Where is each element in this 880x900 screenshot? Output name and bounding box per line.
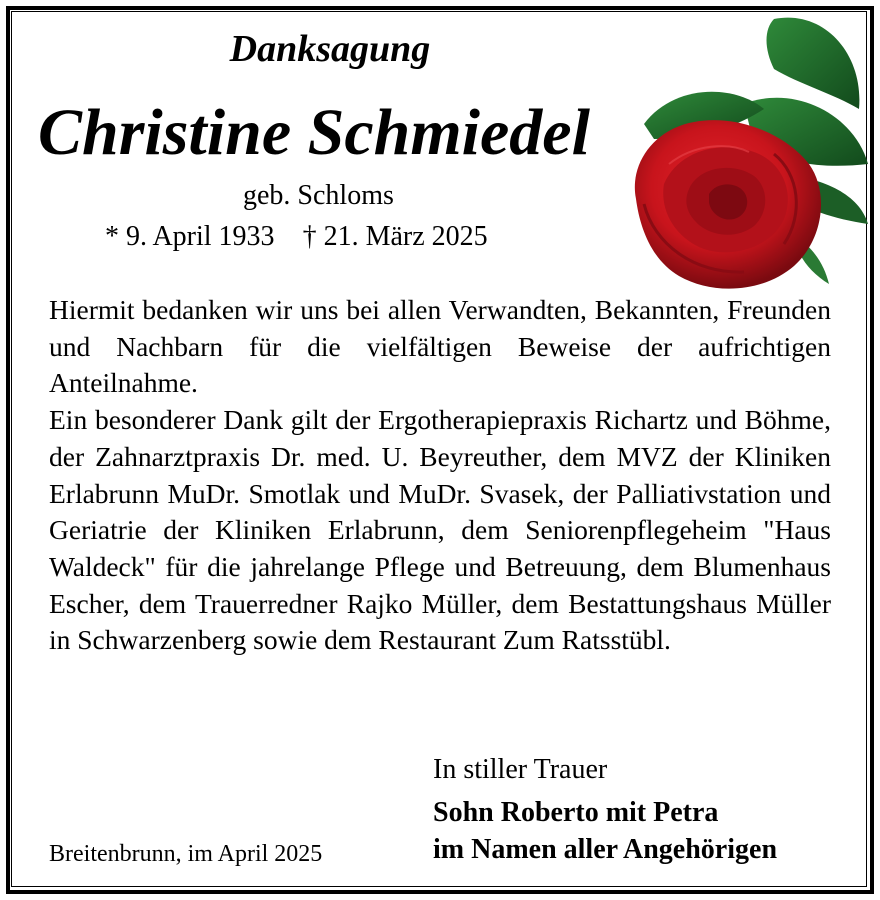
deceased-name: Christine Schmiedel [38, 96, 590, 169]
mourning-phrase: In stiller Trauer [433, 754, 608, 785]
birth-date: * 9. April 1933 [105, 221, 275, 252]
life-dates [105, 223, 488, 251]
maiden-name: geb. Schloms [243, 180, 394, 211]
paragraph: Hiermit bedanken wir uns bei allen Verwandten, Bekannten, Freunden und Nachbarn für die vielfältigen Beweise der aufrichtigen Anteilnahme. [49, 294, 831, 399]
thank-you-text [49, 292, 831, 659]
heading: Danksagung [229, 28, 431, 70]
signature-line-1: Sohn Roberto mit Petra [433, 797, 719, 828]
signature-line-2: im Namen aller Angehörigen [433, 834, 778, 865]
place-date: Breitenbrunn, im April 2025 [49, 841, 323, 867]
death-date: † 21. März 2025 [302, 221, 488, 252]
paragraph: Ein besonderer Dank gilt der Ergotherapiepraxis Richartz und Böhme, der Zahnarztpraxis Dr. med. U. Beyreuther, dem MVZ der Kliniken Erlabrunn MuDr. Smotlak und MuDr. Svasek, der Palliativstation und Geriatrie der Kliniken Erlabrunn, dem Seniorenpflegeheim "Haus Waldeck" für die jahrelange Pflege und Betreuung, dem Blumenhaus Escher, dem Trauerredner Rajko Müller, dem Bestattungshaus Müller in Schwarzenberg sowie dem Restaurant Zum Ratsstübl. [49, 404, 831, 656]
rose-icon [624, 14, 868, 304]
